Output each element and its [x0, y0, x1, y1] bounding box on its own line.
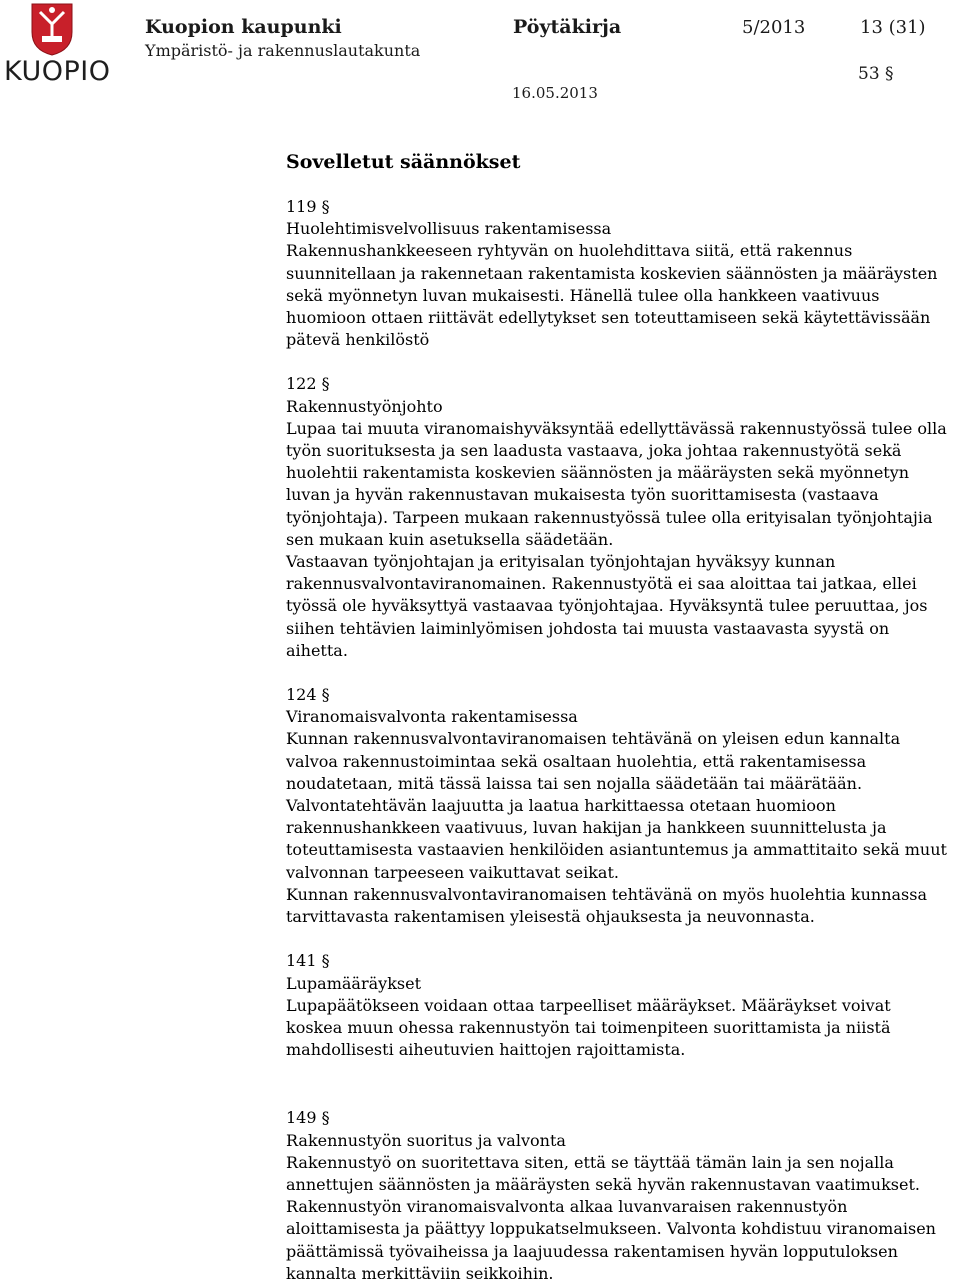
page-title: Sovelletut säännökset: [286, 151, 521, 173]
page-number: 13 (31): [860, 17, 926, 38]
section-paragraph: Valvontatehtävän laajuutta ja laatua harkittaessa otetaan huomioon rakennushankkeen vaativuus, luvan hakijan ja hankkeen suunnittelusta ja toteuttamisesta vastaavien henkilöiden asiantuntemus ja ammattitaito sekä muut valvonnan tarpeeseen vaikuttavat seikat.: [286, 796, 947, 882]
section-paragraph: Vastaavan työnjohtajan ja erityisalan työnjohtajan hyväksyy kunnan rakennusvalvontaviranomainen. Rakennustyötä ei saa aloittaa tai jatkaa, ellei työssä ole hyväksyttyä vastaavaa työnjohtajaa. Hyväksyntä tulee peruuttaa, jos siihen tehtävien laiminlyömisen johdosta tai muusta vastaavasta syystä on aihetta.: [286, 552, 928, 660]
section-title: Viranomaisvalvonta rakentamisessa: [286, 707, 578, 727]
section-title: Rakennustyönjohto: [286, 396, 443, 416]
section-paragraph: Rakennustyö on suoritettava siten, että se täyttää tämän lain ja sen nojalla annettujen säännösten ja määräysten sekä hyvän rakennustavan vaatimukset.: [286, 1152, 920, 1194]
board-name: Ympäristö- ja rakennuslautakunta: [145, 41, 421, 60]
document-number: 5/2013: [742, 17, 806, 38]
section-paragraph: Kunnan rakennusvalvontaviranomaisen tehtävänä on myös huolehtia kunnassa tarvittavasta rakentamisen yleisestä ohjauksesta ja neuvonnasta.: [286, 884, 927, 927]
coat-of-arms-icon: [30, 2, 74, 56]
section-119: [286, 196, 950, 351]
section-paragraph: Lupaa tai muuta viranomaishyväksyntää edellyttävässä rakennustyössä tulee olla työn suorituksesta ja sen laadusta vastaava, joka johtaa rakennustyötä sekä huolehtii rakentamista koskevien säännösten ja määräysten sekä myönnetyn luvan ja hyvän rakennustavan mukaisesta työn suorittamisesta (vastaava työnjohtaja). Tarpeen mukaan rakennustyössä tulee olla erityisalan työnjohtajia sen mukaan kuin asetuksella säädetään.: [286, 418, 947, 549]
document-body: [286, 150, 950, 1285]
section-number: 149 §: [286, 1108, 330, 1128]
section-title: Huolehtimisvelvollisuus rakentamisessa: [286, 219, 612, 239]
section-number: 119 §: [286, 197, 330, 216]
section-141: [286, 950, 950, 1061]
section-title: Rakennustyön suoritus ja valvonta: [286, 1130, 566, 1150]
document-type: Pöytäkirja: [513, 16, 622, 38]
section-paragraph: Rakennustyön viranomaisvalvonta alkaa luvanvaraisen rakennustyön aloittamisesta ja päättyy loppukatselmukseen. Valvonta kohdistuu viranomaisen päättämissä työvaiheissa ja laajuudessa rakentamisen hyvän lopputuloksen kannalta merkittäviin seikkoihin.: [286, 1197, 936, 1283]
logo-text: KUOPIO: [4, 56, 111, 87]
section-124: [286, 684, 950, 928]
organization-name: Kuopion kaupunki: [145, 16, 342, 38]
section-number: 141 §: [286, 951, 330, 971]
section-paragraph: Kunnan rakennusvalvontaviranomaisen tehtävänä on yleisen edun kannalta valvoa rakennustoimintaa sekä osaltaan huolehtia, että rakentamisessa noudatetaan, mitä tässä laissa tai sen nojalla säädetään tai määrätään.: [286, 729, 901, 793]
section-number: 122 §: [286, 374, 330, 394]
section-number: 124 §: [286, 685, 330, 705]
section-paragraph: Lupapäätökseen voidaan ottaa tarpeelliset määräykset. Määräykset voivat koskea muun ohessa rakennustyön tai toimenpiteen suorittamista ja niistä mahdollisesti aiheutuvien haittojen rajoittamista.: [286, 995, 891, 1060]
section-122: [286, 373, 950, 662]
section-number: 53 §: [858, 64, 894, 84]
kuopio-logo: [4, 2, 111, 87]
meeting-date: 16.05.2013: [512, 84, 598, 102]
section-title: Lupamääräykset: [286, 973, 421, 993]
section-149: [286, 1107, 950, 1285]
section-paragraph: Rakennushankkeeseen ryhtyvän on huolehdittava siitä, että rakennus suunnitellaan ja rakennetaan rakentamista koskevien säännösten ja määräysten sekä myönnetyn luvan mukaisesti. Hänellä tulee olla hankkeen vaativuus huomioon ottaen riittävät edellytykset sen toteuttamiseen sekä käytettävissään pätevä henkilöstö: [286, 241, 938, 350]
